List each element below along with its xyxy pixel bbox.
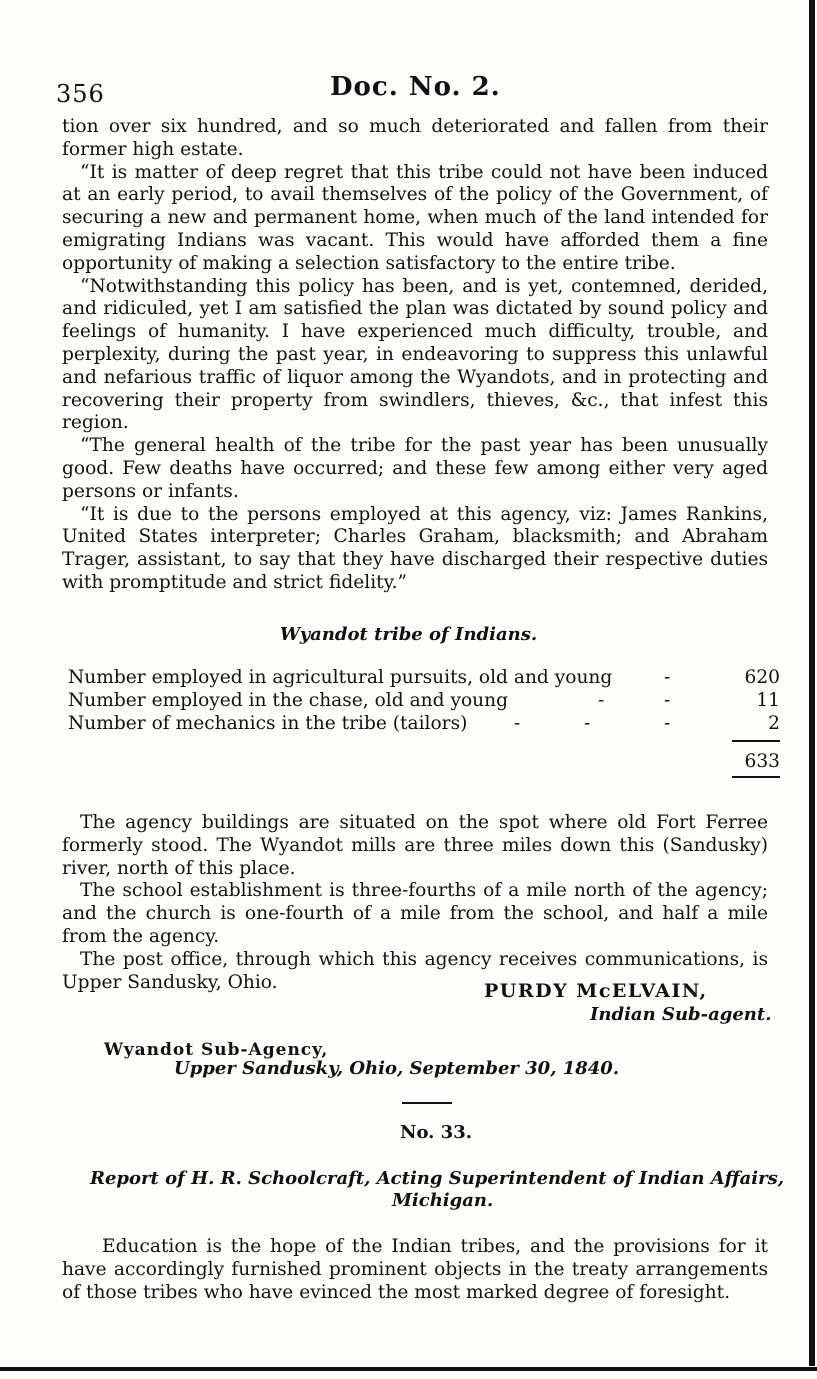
document-number: No. 33. xyxy=(400,1122,472,1143)
section-divider xyxy=(402,1102,452,1104)
row-value: 11 xyxy=(756,690,780,711)
page-edge-bottom xyxy=(0,1367,817,1371)
body-text-lower xyxy=(62,812,768,994)
dateline-place-date: Upper Sandusky, Ohio, September 30, 1840. xyxy=(174,1058,620,1079)
paragraph-5: “It is due to the persons employed at this agency, viz: James Rankins, United States interpreter; Charles Graham, blacksmith; and Abraham Trager, assistant, to say that they have discharged their respective duties with promptitude and strict fidelity.” xyxy=(62,503,768,593)
page-edge-right xyxy=(809,0,815,1366)
page-number: 356 xyxy=(56,80,105,108)
body-text-upper xyxy=(62,116,768,595)
dateline-agency: Wyandot Sub-Agency, xyxy=(104,1040,329,1060)
running-head: Doc. No. 2. xyxy=(330,72,501,102)
paragraph-6: The agency buildings are situated on the spot where old Fort Ferree formerly stood. The Wyandot mills are three miles down this (Sandusky) river, north of this place. xyxy=(62,812,768,879)
row-label: Number employed in the chase, old and young xyxy=(68,690,508,711)
dash-leader: - xyxy=(664,713,671,734)
total-underline xyxy=(732,776,780,778)
paragraph-2: “It is matter of deep regret that this tribe could not have been induced at an early period, to avail themselves of the policy of the Government, of securing a new and permanent home, when much of the land intended for emigrating Indians was vacant. This would have afforded them a fine opportunity of making a selection satisfactory to the entire tribe. xyxy=(62,161,768,274)
report-paragraph-1: Education is the hope of the Indian tribes, and the provisions for it have accordingly furnished prominent objects in the treaty arrangements of those tribes who have evinced the most marked degree of foresight. xyxy=(62,1236,768,1303)
row-label: Number of mechanics in the tribe (tailors) xyxy=(68,713,468,734)
signature-title: Indian Sub-agent. xyxy=(590,1004,772,1025)
dash-leader: - xyxy=(664,667,671,688)
row-value: 620 xyxy=(744,667,780,688)
report-title-line-2: Michigan. xyxy=(392,1190,494,1211)
dash-leader: - xyxy=(664,690,671,711)
body-text-report xyxy=(62,1236,768,1304)
table-row xyxy=(68,689,780,712)
row-value: 2 xyxy=(768,713,780,734)
table-row xyxy=(68,712,780,735)
dash-leader: - xyxy=(514,713,521,734)
paragraph-4: “The general health of the tribe for the past year has been unusually good. Few deaths have occurred; and these few among either very aged persons or infants. xyxy=(62,435,768,502)
paragraph-8: The post office, through which this agency receives communications, is Upper Sandusky, Ohio. xyxy=(62,948,768,993)
sum-rule xyxy=(732,740,780,742)
table-title: Wyandot tribe of Indians. xyxy=(279,624,538,645)
paragraph-1: tion over six hundred, and so much deteriorated and fallen from their former high estate. xyxy=(62,116,768,160)
paragraph-7: The school establishment is three-fourths of a mile north of the agency; and the church is one-fourth of a mile from the school, and half a mile from the agency. xyxy=(62,880,768,947)
row-label: Number employed in agricultural pursuits, old and young xyxy=(68,667,613,688)
report-title-line-1: Report of H. R. Schoolcraft, Acting Superintendent of Indian Affairs, xyxy=(90,1168,785,1189)
dash-leader: - xyxy=(598,690,605,711)
table-total: 633 xyxy=(744,751,780,772)
table-row xyxy=(68,666,780,689)
dash-leader: - xyxy=(584,713,591,734)
report-title xyxy=(90,1168,790,1212)
statistics-table xyxy=(68,666,780,772)
signature-name: PURDY McELVAIN, xyxy=(484,980,708,1002)
paragraph-3: “Notwithstanding this policy has been, and is yet, contemned, derided, and ridiculed, yet I am satisfied the plan was dictated by sound policy and feelings of humanity. I have experienced much difficulty, trouble, and perplexity, during the past year, in endeavoring to suppress this unlawful and nefarious traffic of liquor among the Wyandots, and in protecting and recovering their property from swindlers, thieves, &c., that infest this region. xyxy=(62,275,768,434)
